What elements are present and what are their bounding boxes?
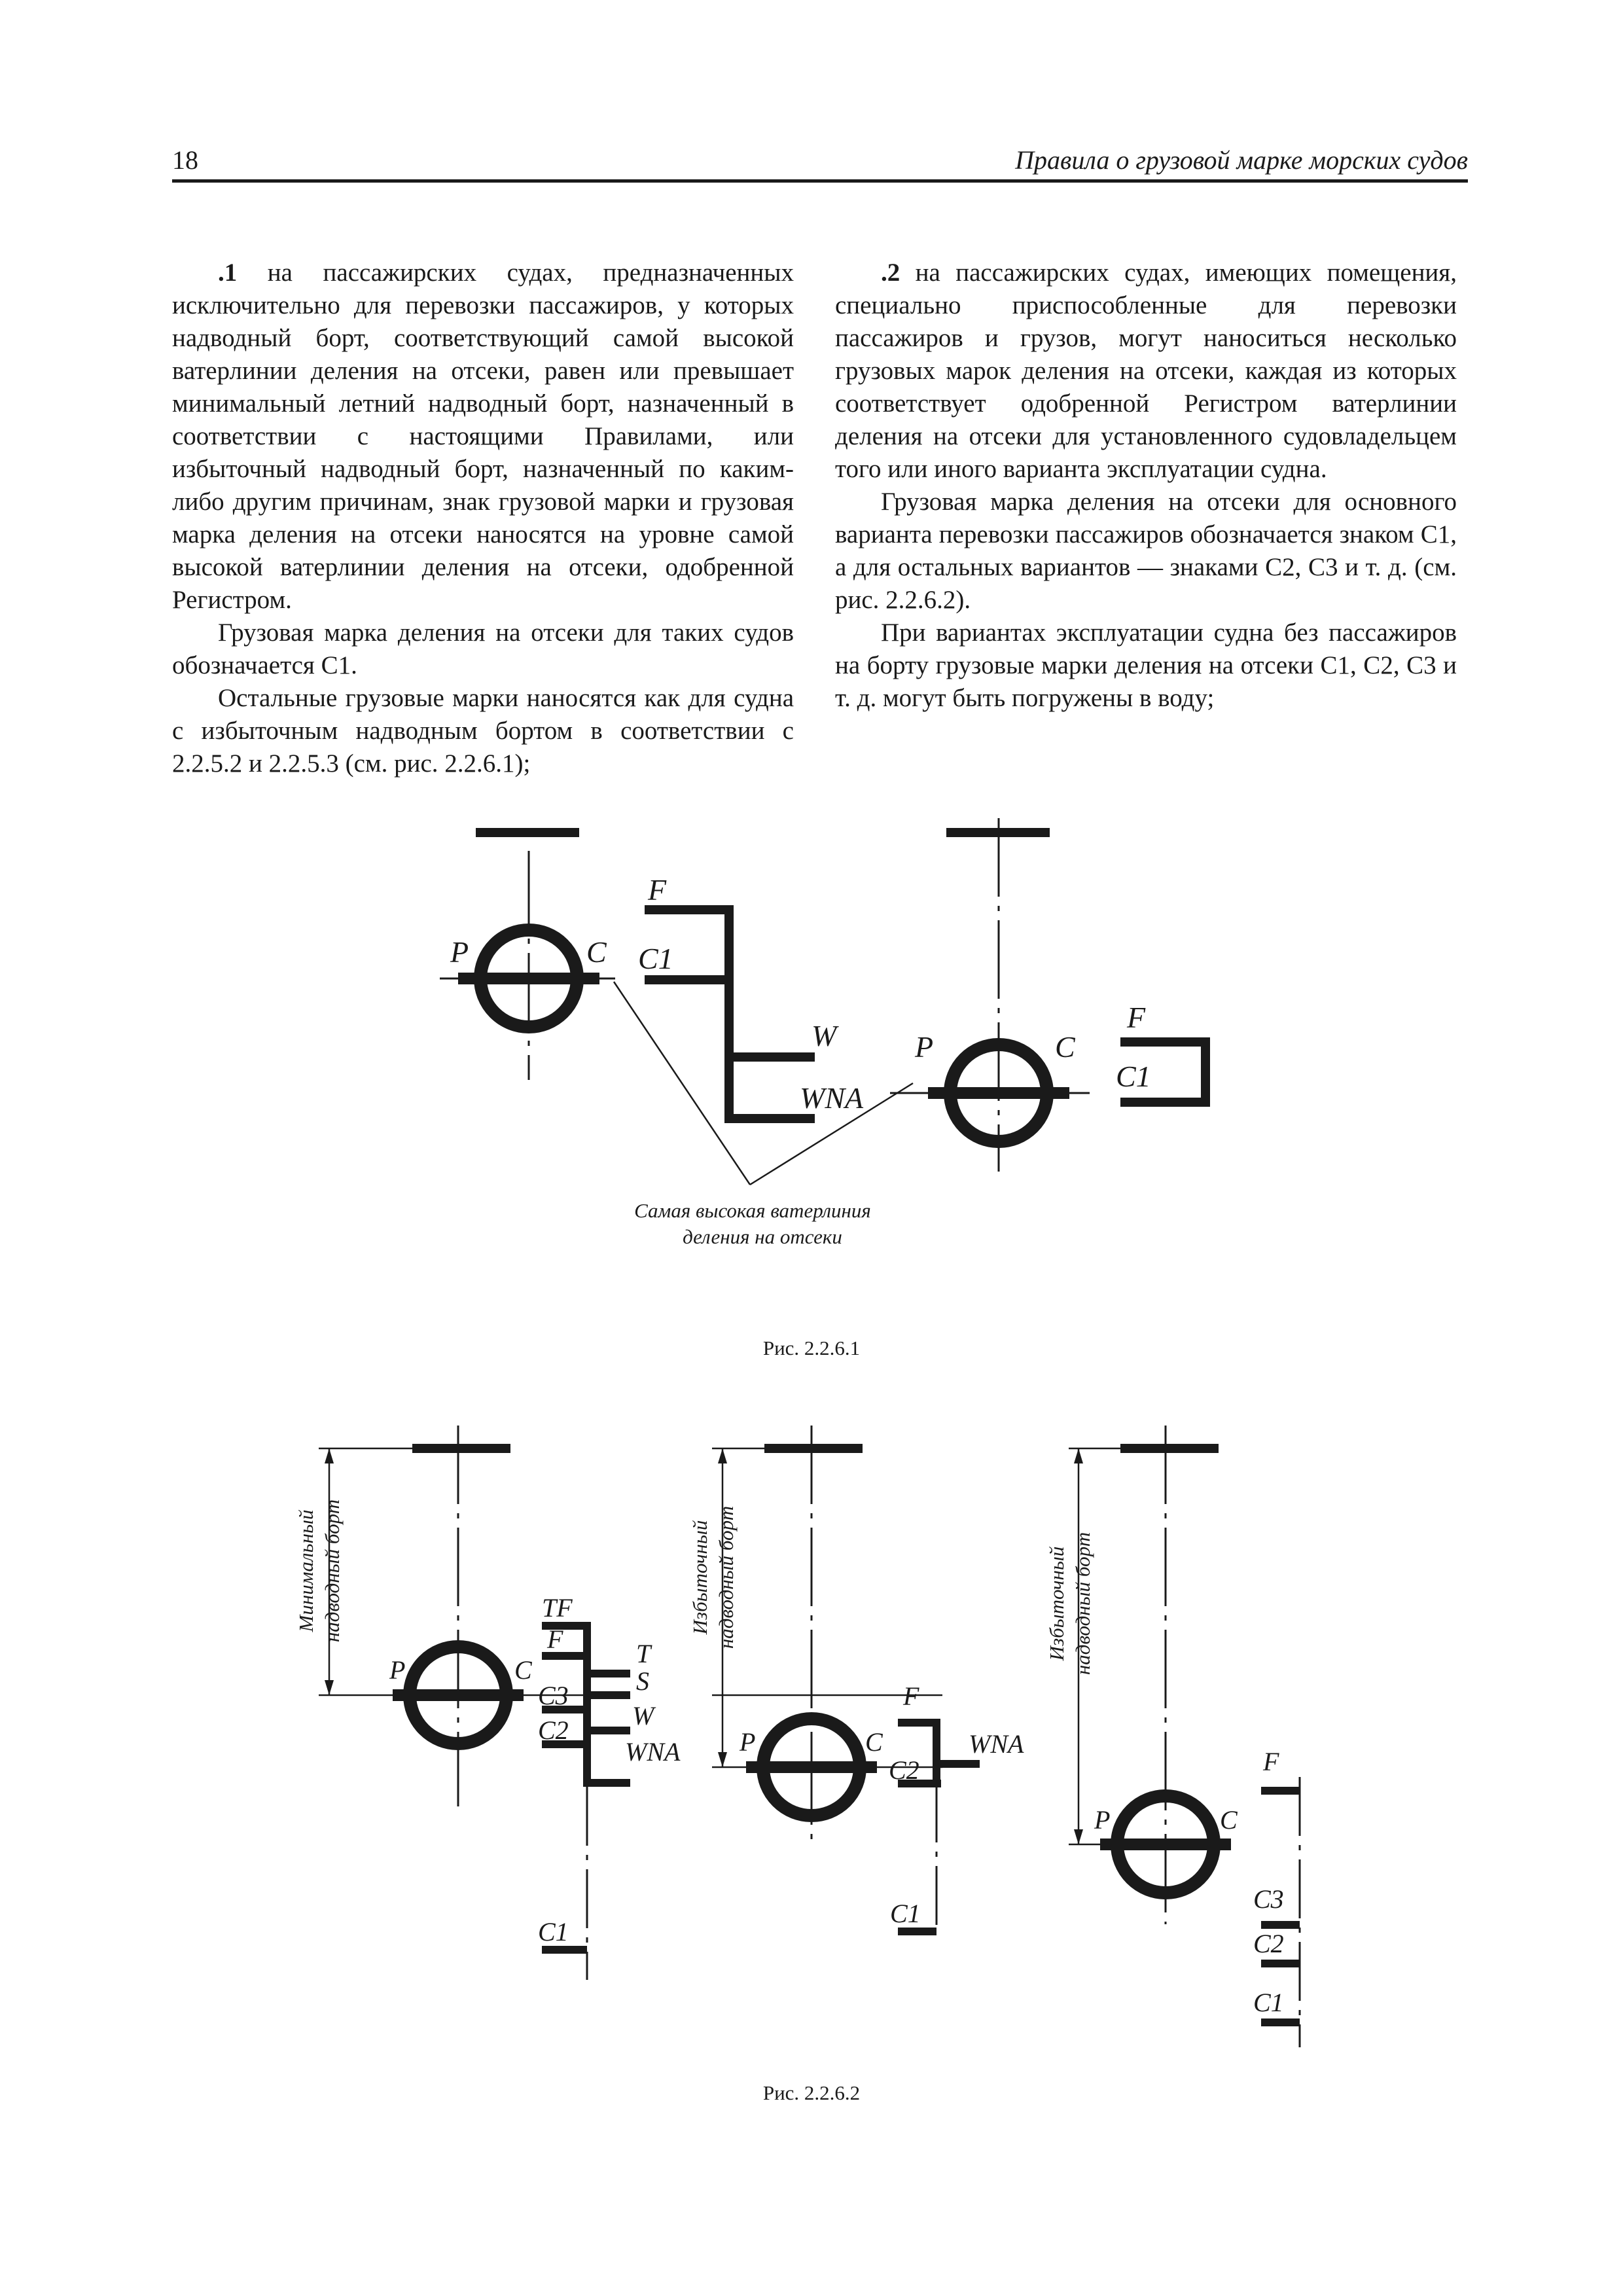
arrow-head — [325, 1448, 334, 1463]
label-s: S — [636, 1666, 649, 1696]
label-t: T — [636, 1639, 651, 1668]
label-wna: WNA — [969, 1729, 1024, 1759]
label-f: F — [547, 1624, 563, 1654]
label-tf: TF — [542, 1593, 573, 1623]
dimension-label: Минимальный — [294, 1509, 317, 1632]
right-paragraph-1: .2 на пассажирских судах, имеющих помещения, специально приспособленные для перевозки пассажиров и грузов, могут наноситься несколько грузовых марок деления на отсеки, каждая из которых соответствует одобренной Регистром ватерлинии деления на отсеки для установленного судовладельцем того или иного варианта эксплуатации судна. — [835, 259, 1457, 483]
figure-caption: Рис. 2.2.6.2 — [762, 2081, 861, 2104]
dimension-label: надводный борт — [715, 1505, 738, 1649]
page-number: 18 — [172, 145, 198, 175]
label-w: W — [632, 1701, 654, 1731]
dimension-label: надводный борт — [321, 1499, 344, 1643]
label-f: F — [903, 1681, 919, 1711]
label-p: P — [1094, 1805, 1111, 1835]
right-paragraph-2: Грузовая марка деления на отсеки для основного варианта перевозки пассажиров обозначается знаком С1, а для остальных вариантов — знаками С2, С3 и т. д. (см. рис. 2.2.6.2). — [835, 488, 1457, 614]
label-c1: C1 — [1116, 1060, 1151, 1093]
label-c: C — [1055, 1030, 1075, 1064]
label-p: P — [450, 935, 469, 969]
figure-caption: Рис. 2.2.6.1 — [762, 1336, 861, 1359]
label-c1: C1 — [538, 1917, 569, 1946]
label-w: W — [812, 1019, 837, 1052]
label-c1: C1 — [638, 942, 673, 975]
label-c2: C2 — [538, 1715, 569, 1745]
dimension-label: надводный борт — [1071, 1532, 1094, 1676]
label-c: C — [586, 935, 607, 969]
arrow-head — [1074, 1448, 1083, 1463]
right-paragraph-3: При вариантах эксплуатации судна без пассажиров на борту грузовые марки деления на отсеки С1, С2, С3 и т. д. могут быть погружены в воду; — [835, 619, 1457, 712]
left-paragraph-3: Остальные грузовые марки наносятся как для судна с избыточным надводным бортом в соответствии с 2.2.5.2 и 2.2.5.3 (см. рис. 2.2.6.1); — [172, 684, 794, 778]
arrow-head — [325, 1680, 334, 1695]
label-p: P — [915, 1030, 934, 1064]
arrow-head — [1074, 1829, 1083, 1844]
label-c2: C2 — [889, 1755, 919, 1785]
label-c: C — [1220, 1805, 1238, 1835]
annotation: Самая высокая ватерлиния — [634, 1199, 871, 1222]
label-f: F — [1127, 1001, 1146, 1034]
running-title: Правила о грузовой марке морских судов — [1015, 145, 1468, 175]
label-wna: WNA — [625, 1737, 681, 1767]
label-c1: C1 — [890, 1899, 921, 1928]
dimension-label: Избыточный — [688, 1520, 711, 1635]
label-c: C — [865, 1727, 883, 1757]
arrow-head — [718, 1752, 727, 1767]
label-c3: C3 — [538, 1681, 569, 1710]
label-c3: C3 — [1253, 1884, 1284, 1914]
annotation: деления на отсеки — [683, 1225, 842, 1248]
label-wna: WNA — [800, 1081, 864, 1115]
label-f: F — [1263, 1747, 1279, 1776]
label-c: C — [514, 1655, 532, 1685]
label-p: P — [740, 1727, 756, 1757]
label-p: P — [389, 1655, 406, 1685]
left-paragraph-1: .1 на пассажирских судах, предназначенных исключительно для перевозки пассажиров, у которых надводный борт, соответствующий самой высокой ватерлинии деления на отсеки, равен или превышает минимальный летний надводный борт, назначенный в соответствии с настоящими Правилами, или избыточный надводный борт, назначенный по каким-либо другим причинам, знак грузовой марки и грузовая марка деления на отсеки наносятся на уровне самой высокой ватерлинии деления на отсеки, одобренной Регистром. — [172, 259, 794, 614]
label-c1: C1 — [1253, 1988, 1284, 2017]
label-f: F — [648, 873, 667, 906]
label-c2: C2 — [1253, 1929, 1284, 1958]
dimension-label: Избыточный — [1045, 1546, 1068, 1661]
left-paragraph-2: Грузовая марка деления на отсеки для таких судов обозначается С1. — [172, 619, 794, 679]
arrow-head — [718, 1448, 727, 1463]
item-number: .1 — [218, 259, 238, 287]
item-number: .2 — [881, 259, 901, 287]
